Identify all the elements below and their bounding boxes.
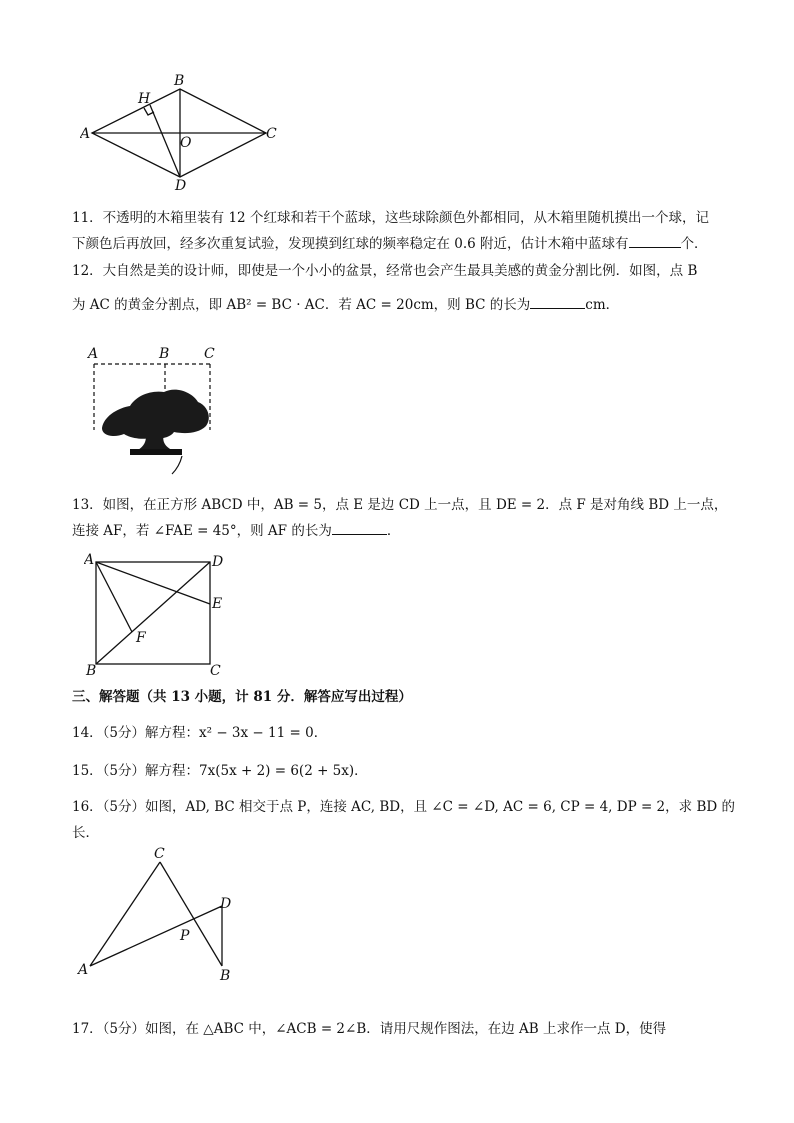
answer-blank-12[interactable] [530,294,585,309]
square-figure [84,548,234,678]
question-12 [72,258,732,318]
rhombus-label-b: B [174,73,185,89]
square-label-c: C [210,663,221,678]
bonsai-label-c: C [204,346,215,362]
rhombus-label-c: C [266,126,277,142]
bonsai-figure [84,340,229,475]
rhombus-label-o: O [180,135,192,151]
q12-line-1: 12．大自然是美的设计师，即使是一个小小的盆景，经常也会产生最具美感的黄金分割比例．如图，点 B [72,263,698,279]
rhombus-label-d: D [175,178,187,194]
square-label-a: A [84,552,95,568]
square-label-b: B [86,663,97,678]
rhombus-figure [80,72,280,197]
q16-line-1: 16．（5分）如图，AD, BC 相交于点 P，连接 AC, BD，且 ∠C = ∠D, AC = 6, CP = 4, DP = 2，求 BD 的 [72,799,735,815]
question-16 [72,794,735,846]
q16-line-2: 长． [72,825,99,841]
square-label-e: E [212,596,223,612]
triangles-label-c: C [154,846,165,862]
question-11 [72,205,732,257]
square-label-d: D [212,554,224,570]
square-label-f: F [136,630,146,646]
bonsai-label-a: A [88,346,99,362]
q11-line-2: 下颜色后再放回，经多次重复试验，发现摸到红球的频率稳定在 0.6 附近，估计木箱中蓝球有 个． [72,231,732,257]
rhombus-label-a: A [80,126,91,142]
triangles-figure [74,844,244,984]
rhombus-label-h: H [138,91,151,107]
answer-blank-11[interactable] [629,233,681,248]
question-15: 15．（5分）解方程：7x(5x + 2) = 6(2 + 5x)． [72,763,368,779]
bonsai-tree [102,390,209,474]
triangles-label-p: P [180,928,190,944]
triangles-label-b: B [220,968,231,984]
triangles-label-d: D [220,896,232,912]
triangles-label-a: A [78,962,89,978]
q13-line-2: 连接 AF，若 ∠FAE = 45°，则 AF 的长为 ． [72,518,732,544]
answer-blank-13[interactable] [332,520,387,535]
q12-line-2: 为 AC 的黄金分割点，即 AB² = BC · AC．若 AC = 20cm，则 BC 的长为 cm． [72,292,732,318]
question-14: 14．（5分）解方程：x² − 3x − 11 = 0． [72,725,328,741]
q11-line-1: 11．不透明的木箱里装有 12 个红球和若干个蓝球，这些球除颜色外都相同，从木箱里随机摸出一个球，记 [72,210,709,226]
question-13 [72,492,732,544]
bonsai-label-b: B [159,346,170,362]
q13-line-1: 13．如图，在正方形 ABCD 中，AB = 5，点 E 是边 CD 上一点，且 DE = 2．点 F 是对角线 BD 上一点， [72,497,728,513]
section-3-header: 三、解答题（共 13 小题，计 81 分．解答应写出过程） [72,689,412,705]
question-17: 17．（5分）如图，在 △ABC 中，∠ACB = 2∠B．请用尺规作图法，在边 AB 上求作一点 D，使得 [72,1021,667,1037]
